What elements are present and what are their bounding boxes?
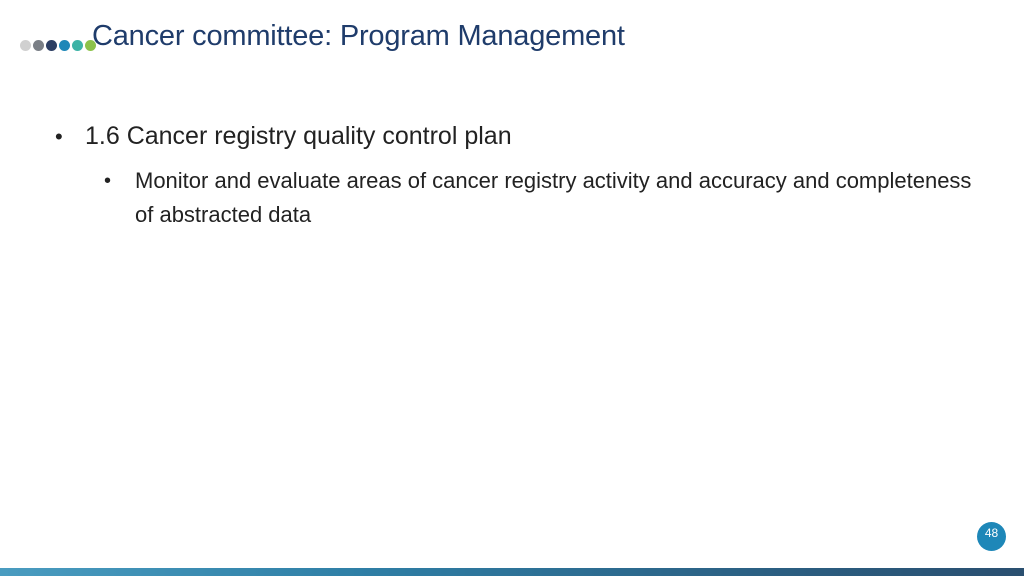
dot-icon: [59, 40, 70, 51]
footer-bar: [0, 568, 1024, 576]
dot-icon: [20, 40, 31, 51]
slide-title: Cancer committee: Program Management: [92, 20, 625, 52]
page-number-badge: [977, 522, 1006, 551]
bullet-level-1: [55, 120, 975, 153]
bullet-text: 1.6 Cancer registry quality control plan: [85, 122, 512, 150]
dot-icon: [46, 40, 57, 51]
sub-bullet-text: Monitor and evaluate areas of cancer registry activity and accuracy and completeness of abstracted data: [135, 168, 972, 227]
dot-icon: [72, 40, 83, 51]
dot-icon: [33, 40, 44, 51]
bullet-icon: •: [104, 170, 112, 192]
title-dots-decoration: [20, 39, 96, 51]
bullet-level-2: [104, 164, 984, 232]
bullet-icon: •: [55, 124, 63, 149]
page-number: 48: [984, 526, 999, 540]
